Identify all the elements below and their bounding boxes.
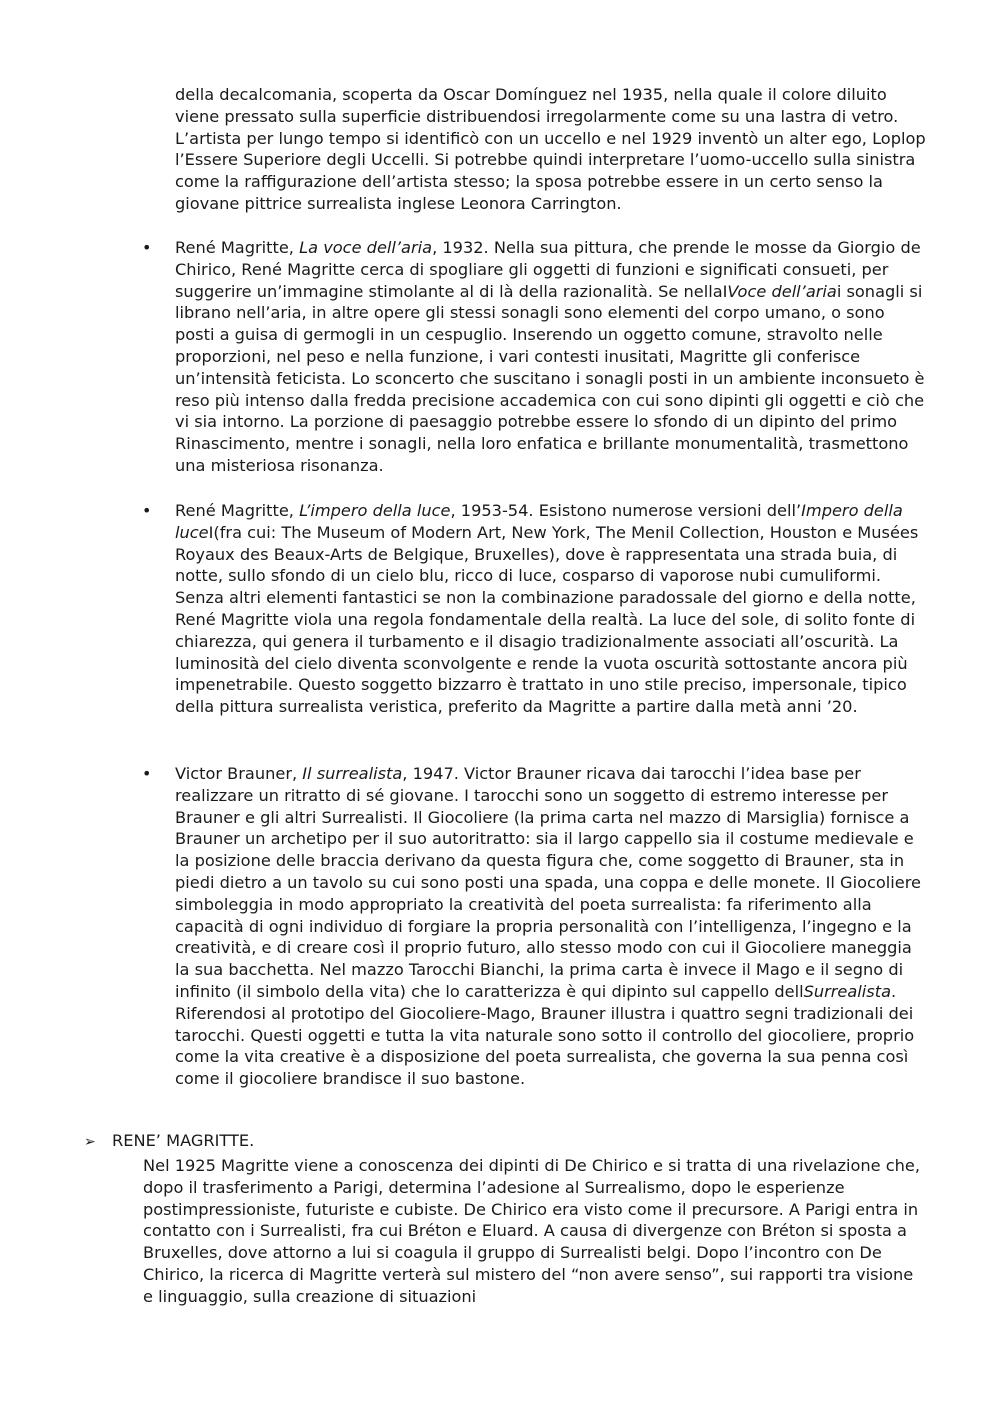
list-item — [175, 763, 927, 1090]
intro-paragraph: della decalcomania, scoperta da Oscar Domínguez nel 1935, nella quale il colore diluito viene pressato sulla superficie distribuendosi irregolarmente come su una lastra di vetro. L’artista per lungo tempo si identificò con un uccello e nel 1929 inventò un alter ego, Loplop l’Essere Superiore degli Uccelli. Si potrebbe quindi interpretare l’uomo-uccello sulla sinistra come la raffigurazione dell’artista stesso; la sposa potrebbe essere in un certo senso la giovane pittrice surrealista inglese Leonora Carrington. — [175, 85, 926, 213]
artwork-title: La voce dell’aria — [299, 238, 433, 257]
item-text-continued: I(fra cui: The Museum of Modern Art, New York, The Menil Collection, Houston e Musées Royaux des Beaux-Arts de Belgique, Bruxelles), dove è rappresentata una strada buia, di notte, sullo sfondo di un cielo blu, ricco di luce, cosparso di vaporose nubi cumuliformi. Senza altri elementi fantastici se non la combinazione paradossale del giorno e della notte, René Magritte viola una regola fondamentale della realtà. La luce del sole, di solito fonte di chiarezza, qui genera il turbamento e il disagio tradizionalmente associati all’oscurità. La luminosità del cielo diventa sconvolgente e rende la vuota oscurità sottostante ancora più impenetrabile. Questo soggetto bizzarro è trattato in uno stile preciso, impersonale, tipico della pittura surrealista veristica, preferito da Magritte a partire dalla metà anni ’20. — [175, 522, 919, 717]
item-text: , 1953-54. Esistono numerose versioni dell’ — [450, 501, 802, 520]
artwork-title: L’impero della luce — [299, 501, 451, 520]
bullet-marker: • — [142, 501, 152, 520]
section-heading: RENE’ MAGRITTE. — [112, 1131, 255, 1150]
artwork-title: Il surrealista — [302, 764, 403, 783]
artwork-title-inline: Impero della luce — [175, 501, 903, 542]
artwork-author: Victor Brauner, — [175, 764, 303, 783]
item-text-continued: . Riferendosi al prototipo del Giocoliere-Mago, Brauner illustra i quattro segni tradizionali dei tarocchi. Questi oggetti e tutta la vita naturale sono sotto il controllo del giocoliere, proprio come la vita creative è a disposizione del poeta surrealista, che governa la sua penna così come il giocoliere brandisce il suo bastone. — [175, 981, 915, 1089]
item-text-continued: i sonagli si librano nell’aria, in altre opere gli stessi sonagli sono elementi del corpo umano, o sono posti a guisa di germogli in un cespuglio. Inserendo un oggetto comune, stravolto nelle proporzioni, nel peso e nella funzione, i vari contesti inusitati, Magritte gli conferisce un’intensità feticista. Lo sconcerto che suscitano i sonagli posti in un ambiente inconsueto è reso più intenso dalla fredda precisione accademica con cui sono dipinti gli oggetti e ciò che vi sia intorno. La porzione di paesaggio potrebbe essere lo sfondo di un dipinto del primo Rinascimento, mentre i sonagli, nella loro enfatica e brillante monumentalità, trasmettono una misteriosa risonanza. — [175, 281, 925, 475]
section-body: Nel 1925 Magritte viene a conoscenza dei dipinti di De Chirico e si tratta di una rivelazione che, dopo il trasferimento a Parigi, determina l’adesione al Surrealismo, dopo le esperienze postimpressioniste, futuriste e cubiste. De Chirico era visto come il precursore. A Parigi entra in contatto con i Surrealisti, fra cui Bréton e Eluard. A causa di divergenze con Bréton si sposta a Bruxelles, dove attorno a lui si coagula il gruppo di Surrealisti belgi. Dopo l’incontro con De Chirico, la ricerca di Magritte verterà sul mistero del “non avere senso”, sui rapporti tra visione e linguaggio, sulla creazione di situazioni — [143, 1156, 921, 1306]
artwork-author: René Magritte, — [175, 238, 300, 257]
bullet-marker: • — [142, 764, 152, 783]
arrow-bullet-icon: ➢ — [84, 1134, 96, 1150]
list-item — [175, 500, 927, 718]
bullet-marker: • — [142, 238, 152, 257]
list-item — [175, 237, 927, 477]
artwork-title-inline: Surrealista — [803, 981, 891, 1001]
artwork-author: René Magritte, — [175, 501, 300, 520]
artwork-title-inline: Voce dell’aria — [727, 281, 837, 301]
item-text: , 1947. Victor Brauner ricava dai tarocchi l’idea base per realizzare un ritratto di sé giovane. I tarocchi sono un soggetto di estremo interesse per Brauner e gli altri Surrealisti. Il Giocoliere (la prima carta nel mazzo di Marsiglia) fornisce a Brauner un archetipo per il suo autoritratto: sia il largo cappello sia il costume medievale e la posizione delle braccia derivano da questa figura che, come soggetto di Brauner, sta in piedi dietro a un tavolo su cui sono posti una spada, una coppa e delle monete. Il Giocoliere simboleggia in modo appropriato la creatività del poeta surrealista: fa riferimento alla capacità di ogni individuo di forgiare la propria personalità con l’intelligenza, l’ingegno e la creatività, e di creare così il proprio futuro, allo stesso modo con cui il Giocoliere maneggia la sua bacchetta. Nel mazzo Tarocchi Bianchi, la prima carta è invece il Mago e il segno di infinito (il simbolo della vita) che lo caratterizza è qui dipinto sul cappello dell — [175, 764, 921, 1001]
item-text: , 1932. Nella sua pittura, che prende le mosse da Giorgio de Chirico, René Magritte cerca di spogliare gli oggetti di funzioni e significati consueti, per suggerire un’immagine stimolante al di là della razionalità. Se nellaI — [175, 238, 921, 301]
